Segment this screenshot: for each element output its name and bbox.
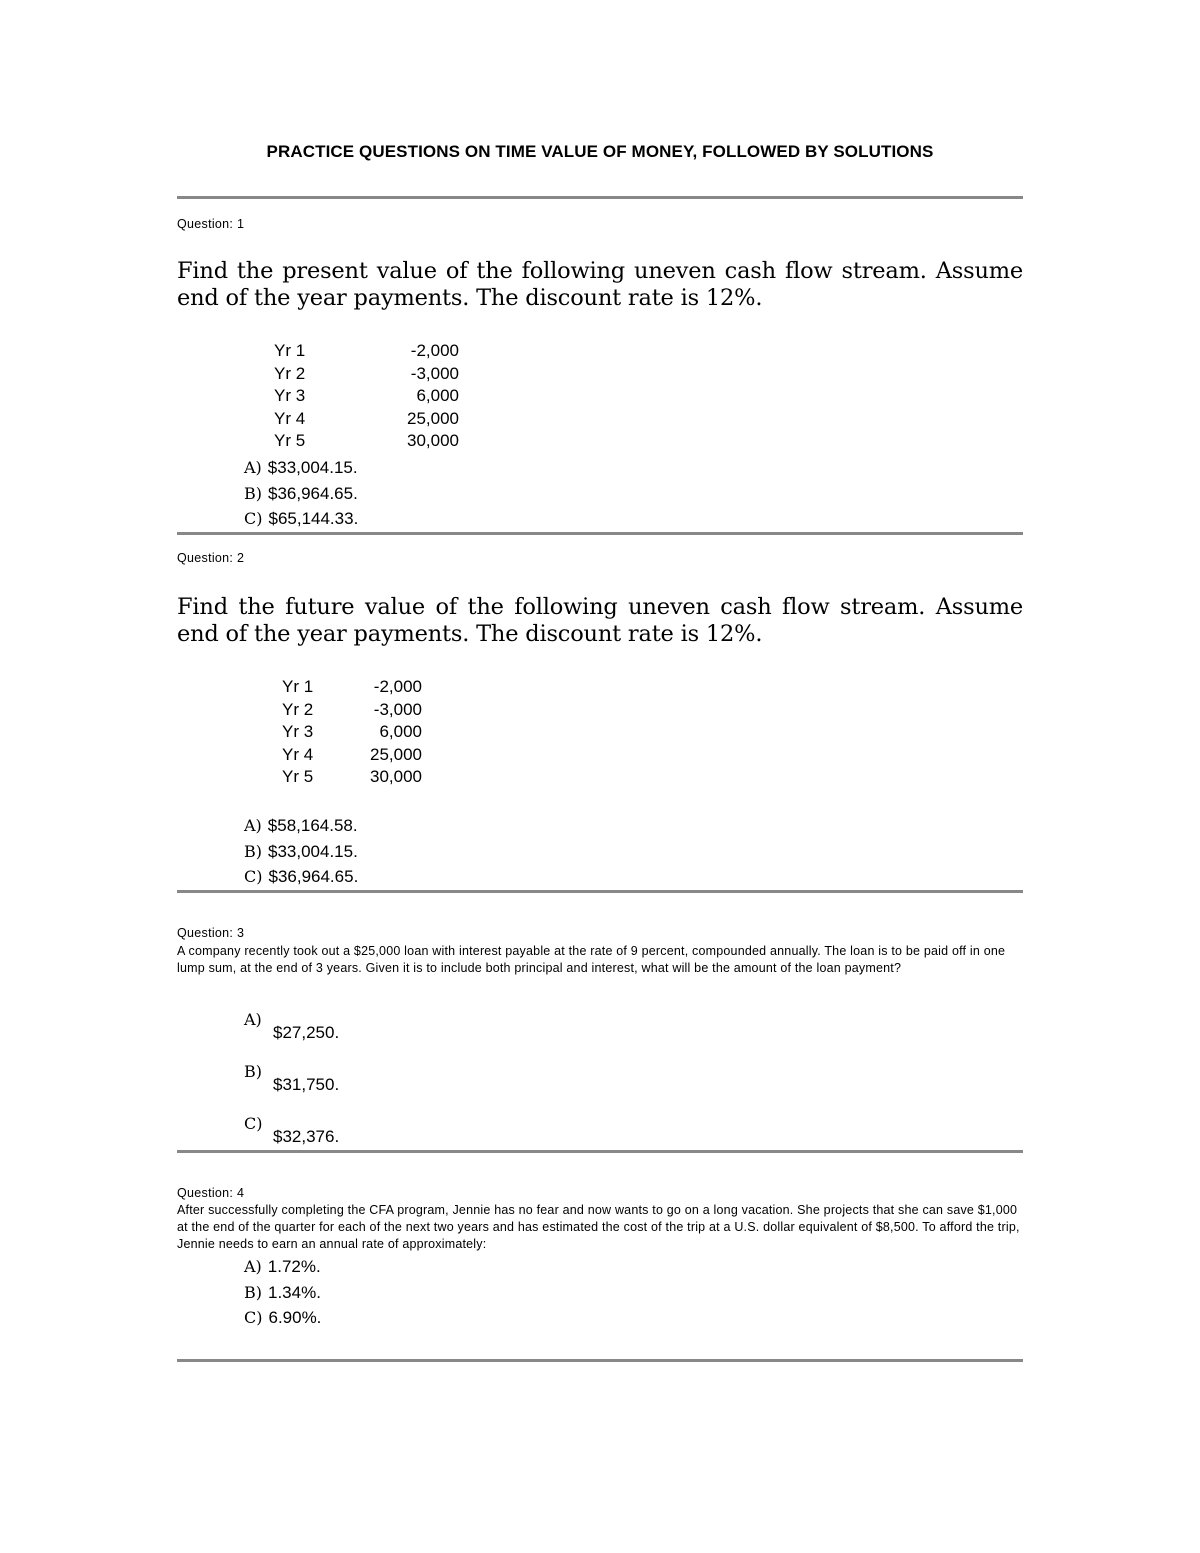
option-text: 6.90%. xyxy=(268,1308,322,1327)
option-text: $33,004.15. xyxy=(268,841,358,861)
answer-option-a[interactable] xyxy=(244,813,358,839)
option-text: 1.72%. xyxy=(267,1257,321,1276)
divider xyxy=(177,1150,1023,1153)
cash-flow-row xyxy=(274,408,464,431)
option-letter: C) xyxy=(244,1308,263,1327)
option-text: $32,376. xyxy=(273,1127,340,1146)
answer-options xyxy=(244,1254,321,1331)
question-label: Question: 3 xyxy=(177,926,245,940)
amount-value: 30,000 xyxy=(370,767,422,787)
option-text: 1.34%. xyxy=(268,1282,321,1302)
year-label: Yr 4 xyxy=(282,744,314,764)
divider xyxy=(177,532,1023,535)
divider xyxy=(177,1359,1023,1362)
year-label: Yr 4 xyxy=(274,408,306,428)
question-stem: After successfully completing the CFA program, Jennie has no fear and now wants to go on a long vacation. She projects that she can save $1,000 at the end of the quarter for each of the next two years and has estimated the cost of the trip at a U.S. dollar equivalent of $8,500. To afford the trip, Jennie needs to earn an annual rate of approximately: xyxy=(177,1203,1020,1251)
answer-option-c[interactable] xyxy=(244,1114,444,1154)
option-letter: A) xyxy=(244,1257,262,1276)
cash-flow-row xyxy=(274,385,464,408)
answer-options xyxy=(244,813,358,890)
amount-value: 6,000 xyxy=(416,386,459,406)
question-stem: A company recently took out a $25,000 loan with interest payable at the rate of 9 percent, compounded annually. The loan is to be paid off in one lump sum, at the end of 3 years. Given it is to include both principal and interest, what will be the amount of the loan payment? xyxy=(177,944,1006,975)
option-text: $27,250. xyxy=(273,1023,340,1042)
answer-option-a[interactable] xyxy=(244,1254,321,1280)
question-label: Question: 1 xyxy=(177,217,245,231)
option-text: $36,964.65. xyxy=(268,867,359,886)
year-label: Yr 1 xyxy=(282,677,314,696)
option-text: $65,144.33. xyxy=(268,509,359,528)
option-letter: A) xyxy=(244,816,262,835)
answer-option-b[interactable] xyxy=(244,481,358,507)
question-stem: Find the future value of the following uneven cash flow stream. Assume end of the year payments. The discount rate is 12%. xyxy=(177,594,1023,647)
page-title: PRACTICE QUESTIONS ON TIME VALUE OF MONEY, FOLLOWED BY SOLUTIONS xyxy=(266,142,934,161)
answer-option-a[interactable] xyxy=(244,455,358,481)
amount-value: 30,000 xyxy=(407,431,459,451)
answer-option-b[interactable] xyxy=(244,839,358,865)
cash-flow-row xyxy=(282,744,427,767)
cash-flow-row xyxy=(274,430,464,453)
option-text: $33,004.15. xyxy=(267,458,358,477)
option-letter: C) xyxy=(244,1114,263,1133)
option-text: $58,164.58. xyxy=(267,816,358,835)
year-label: Yr 3 xyxy=(282,722,314,742)
option-letter: B) xyxy=(244,1062,262,1081)
answer-option-b[interactable] xyxy=(244,1280,321,1306)
cash-flow-row xyxy=(282,676,427,699)
year-label: Yr 1 xyxy=(274,341,306,360)
amount-value: 6,000 xyxy=(379,722,422,742)
answer-option-c[interactable] xyxy=(244,1305,321,1331)
option-letter: B) xyxy=(244,1282,262,1302)
answer-option-c[interactable] xyxy=(244,506,358,532)
option-text: $31,750. xyxy=(273,1075,340,1094)
question-stem: Find the present value of the following uneven cash flow stream. Assume end of the year payments. The discount rate is 12%. xyxy=(177,258,1023,311)
option-text: $36,964.65. xyxy=(268,483,358,503)
option-letter: A) xyxy=(244,1010,262,1029)
option-letter: B) xyxy=(244,483,262,503)
answer-option-a[interactable] xyxy=(244,1010,444,1050)
option-letter: B) xyxy=(244,841,262,861)
answer-option-b[interactable] xyxy=(244,1062,444,1102)
year-label: Yr 2 xyxy=(274,363,306,383)
cash-flow-row xyxy=(282,699,427,722)
amount-value: -3,000 xyxy=(373,699,422,719)
amount-value: 25,000 xyxy=(407,408,459,428)
year-label: Yr 5 xyxy=(282,767,314,787)
divider xyxy=(177,890,1023,893)
divider xyxy=(177,196,1023,199)
year-label: Yr 5 xyxy=(274,431,306,451)
cash-flow-table xyxy=(282,676,427,789)
cash-flow-table xyxy=(274,340,464,453)
amount-value: 25,000 xyxy=(370,744,422,764)
amount-value: -3,000 xyxy=(410,363,459,383)
cash-flow-row xyxy=(282,721,427,744)
option-letter: C) xyxy=(244,867,263,886)
question-label: Question: 4 xyxy=(177,1186,245,1200)
amount-value: -2,000 xyxy=(410,341,459,360)
cash-flow-row xyxy=(282,766,427,789)
option-letter: A) xyxy=(244,458,262,477)
year-label: Yr 2 xyxy=(282,699,314,719)
cash-flow-row xyxy=(274,340,464,363)
amount-value: -2,000 xyxy=(373,677,422,696)
option-letter: C) xyxy=(244,509,263,528)
answer-options xyxy=(244,455,358,532)
question-label: Question: 2 xyxy=(177,551,245,565)
year-label: Yr 3 xyxy=(274,386,306,406)
cash-flow-row xyxy=(274,363,464,386)
answer-option-c[interactable] xyxy=(244,864,358,890)
